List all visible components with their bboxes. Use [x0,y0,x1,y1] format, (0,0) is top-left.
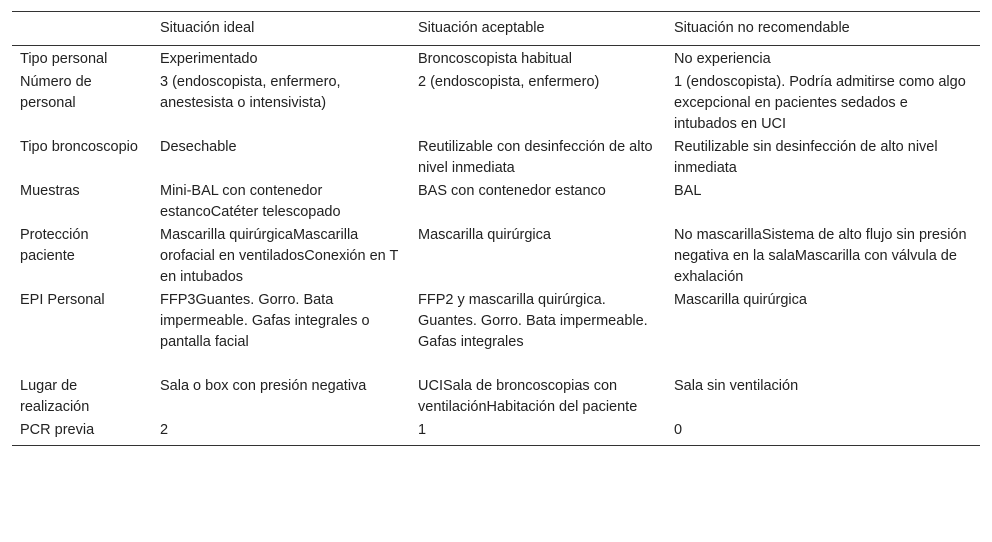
row-label: Muestras [20,183,80,199]
cell-aceptable: FFP2 y mascarilla quirúrgica. Guantes. Gorro. Bata impermeable. Gafas integrales [418,292,648,350]
cell-aceptable: Mascarilla quirúrgica [418,227,551,243]
cell-ideal: Experimentado [160,51,258,67]
cell-ideal: Mascarilla quirúrgicaMascarilla orofacial en ventiladosConexión en T en intubados [160,227,399,285]
table-header-row [12,12,980,46]
cell-ideal: 2 [160,422,169,438]
header-ideal: Situación ideal [160,20,255,36]
row-label: Tipo personal [20,51,108,67]
table-row [12,289,980,375]
cell-no-recomendable: Sala sin ventilación [674,378,799,394]
cell-no-recomendable: No mascarillaSistema de alto flujo sin presión negativa en la salaMascarilla con válvula de exhalación [674,227,967,285]
row-label: Protección paciente [20,227,89,264]
table-row [12,136,980,180]
table-row [12,375,980,419]
cell-aceptable: Broncoscopista habitual [418,51,572,67]
row-label: EPI Personal [20,292,105,308]
header-empty [12,12,152,46]
table-row [12,419,980,446]
table-row [12,71,980,136]
cell-ideal: 3 (endoscopista, enfermero, anestesista o intensivista) [160,74,341,111]
cell-no-recomendable: Reutilizable sin desinfección de alto nivel inmediata [674,139,938,176]
cell-no-recomendable: 0 [674,422,683,438]
cell-ideal: Sala o box con presión negativa [160,378,367,394]
header-aceptable: Situación aceptable [418,20,545,36]
row-label: PCR previa [20,422,95,438]
cell-ideal: Desechable [160,139,237,155]
cell-no-recomendable: 1 (endoscopista). Podría admitirse como algo excepcional en pacientes sedados e intubados en UCI [674,74,966,132]
cell-no-recomendable: Mascarilla quirúrgica [674,292,807,308]
table-row [12,224,980,289]
cell-aceptable: 1 [418,422,427,438]
cell-aceptable: BAS con contenedor estanco [418,183,606,199]
cell-no-recomendable: BAL [674,183,702,199]
row-label: Lugar de realización [20,378,90,415]
cell-no-recomendable: No experiencia [674,51,771,67]
row-label: Tipo broncoscopio [20,139,138,155]
cell-aceptable: UCISala de broncoscopias con ventilaciónHabitación del paciente [418,378,638,415]
cell-aceptable: 2 (endoscopista, enfermero) [418,74,600,90]
table-container [12,11,980,446]
table-row [12,46,980,72]
row-label: Número de personal [20,74,92,111]
cell-ideal: Mini-BAL con contenedor estancoCatéter telescopado [160,183,341,220]
recommendations-table [12,11,980,446]
header-no-recomendable: Situación no recomendable [674,20,850,36]
cell-aceptable: Reutilizable con desinfección de alto nivel inmediata [418,139,653,176]
table-row [12,180,980,224]
cell-ideal: FFP3Guantes. Gorro. Bata impermeable. Gafas integrales o pantalla facial [160,292,370,350]
